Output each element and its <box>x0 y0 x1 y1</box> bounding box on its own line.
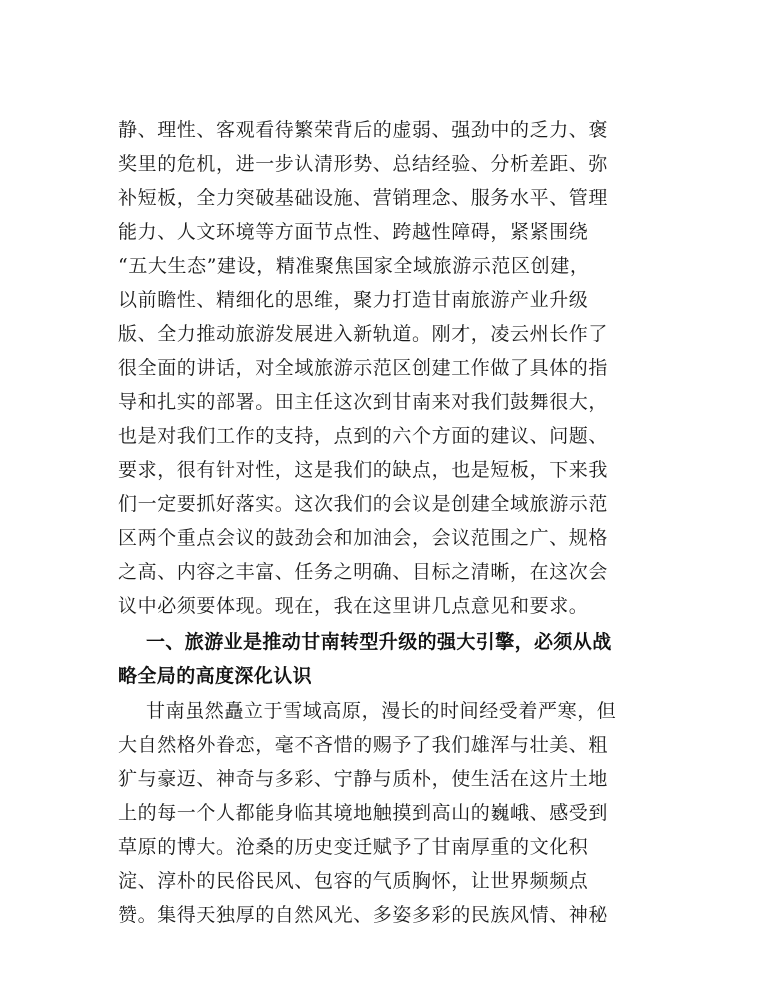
body-text-line: 赞。集得天独厚的自然风光、多姿多彩的民族风情、神秘 <box>118 904 609 926</box>
body-text-line: 犷与豪迈、神奇与多彩、宁静与质朴，使生活在这片土地 <box>118 768 609 790</box>
body-text-line: 大自然格外眷恋，毫不吝惜的赐予了我们雄浑与壮美、粗 <box>118 734 609 756</box>
body-text-line: 以前瞻性、精细化的思维，聚力打造甘南旅游产业升级 <box>118 289 589 311</box>
body-text-line: 甘南虽然矗立于雪域高原，漫长的时间经受着严寒，但 <box>146 700 617 722</box>
body-text-line: 要求，很有针对性，这是我们的缺点，也是短板，下来我 <box>118 459 609 481</box>
body-text-line: 议中必须要体现。现在，我在这里讲几点意见和要求。 <box>118 595 589 617</box>
body-text-line: 奖里的危机，进一步认清形势、总结经验、分析差距、弥 <box>118 153 609 175</box>
body-text-line: 上的每一个人都能身临其境地触摸到高山的巍峨、感受到 <box>118 802 609 824</box>
section-heading-line: 略全局的高度深化认识 <box>118 665 313 687</box>
body-text-line: 草原的博大。沧桑的历史变迁赋予了甘南厚重的文化积 <box>118 836 589 858</box>
body-text-line: “五大生态”建设，精准聚焦国家全域旅游示范区创建， <box>118 255 590 277</box>
body-text-line: 区两个重点会议的鼓劲会和加油会，会议范围之广、规格 <box>118 527 609 549</box>
body-text-line: 们一定要抓好落实。这次我们的会议是创建全域旅游示范 <box>118 493 609 515</box>
body-text-line: 之高、内容之丰富、任务之明确、目标之清晰，在这次会 <box>118 561 609 583</box>
body-text-line: 导和扎实的部署。田主任这次到甘南来对我们鼓舞很大， <box>118 391 609 413</box>
body-text-line: 补短板，全力突破基础设施、营销理念、服务水平、管理 <box>118 187 609 209</box>
body-text-line: 版、全力推动旅游发展进入新轨道。刚才，凌云州长作了 <box>118 323 609 345</box>
body-text-line: 很全面的讲话，对全域旅游示范区创建工作做了具体的指 <box>118 357 609 379</box>
body-text-line: 淀、淳朴的民俗民风、包容的气质胸怀，让世界频频点 <box>118 870 589 892</box>
body-text-line: 也是对我们工作的支持，点到的六个方面的建议、问题、 <box>118 425 609 447</box>
section-heading-line: 一、旅游业是推动甘南转型升级的强大引擎，必须从战 <box>146 631 612 653</box>
body-text-line: 静、理性、客观看待繁荣背后的虚弱、强劲中的乏力、褒 <box>118 119 609 141</box>
body-text-line: 能力、人文环境等方面节点性、跨越性障碍，紧紧围绕 <box>118 221 589 243</box>
